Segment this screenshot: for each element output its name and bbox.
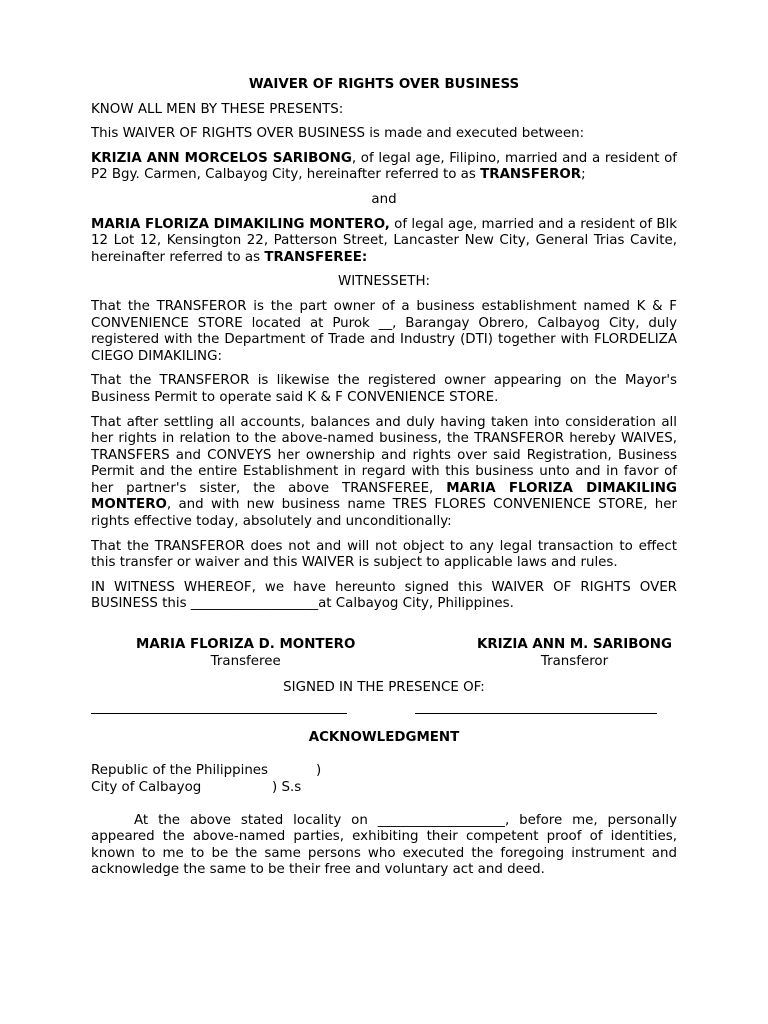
transferee-name: MARIA FLORIZA DIMAKILING MONTERO, bbox=[91, 216, 390, 232]
paragraph-transfer bbox=[91, 415, 677, 531]
presence-heading: SIGNED IN THE PRESENCE OF: bbox=[283, 680, 485, 696]
venue-country: Republic of the Philippines bbox=[91, 763, 269, 779]
witness-signature-line-right bbox=[415, 699, 657, 714]
signatory-name: KRIZIA ANN M. SARIBONG bbox=[477, 637, 672, 653]
venue-row-city bbox=[91, 780, 677, 797]
ack-text-2: , before me, personally appeared the above-named parties, exhibiting their competent proof of identities, known to me to be the same persons who executed the foregoing instrument and acknowledge the same to be their free and voluntary act and deed. bbox=[91, 812, 677, 878]
signatory-role: Transferee bbox=[210, 653, 281, 669]
transferor-name: KRIZIA ANN MORCELOS SARIBONG bbox=[91, 150, 352, 166]
acknowledgment-paragraph bbox=[91, 813, 677, 879]
ack-text-1: At the above stated locality on bbox=[134, 812, 378, 828]
witnesseth-heading: WITNESSETH: bbox=[337, 274, 431, 290]
made-between-line: This WAIVER OF RIGHTS OVER BUSINESS is made and executed between: bbox=[91, 126, 585, 142]
acknowledgment-heading: ACKNOWLEDGMENT bbox=[308, 729, 460, 745]
venue-city: City of Calbayog bbox=[91, 780, 202, 795]
transfer-text-2: , and with new business name TRES FLORES CONVENIENCE STORE, her rights effective today, absolutely and unconditionally: bbox=[91, 497, 677, 530]
transferee-role: TRANSFEREE: bbox=[264, 249, 368, 265]
venue-ss: ) S.s bbox=[272, 780, 302, 795]
witness-date-blank: ___________________ bbox=[190, 596, 319, 612]
signatories-row bbox=[91, 637, 677, 670]
signatory-name: MARIA FLORIZA D. MONTERO bbox=[136, 637, 356, 653]
witness-text-2: at Calbayog City, Philippines. bbox=[318, 596, 514, 612]
witness-paragraph bbox=[91, 580, 677, 613]
transferor-role: TRANSFEROR bbox=[480, 167, 582, 183]
witness-text-1: IN WITNESS WHEREOF, we have hereunto signed this WAIVER OF RIGHTS OVER BUSINESS this bbox=[91, 579, 677, 612]
ack-date-blank: ___________________ bbox=[377, 812, 505, 828]
transferee-paragraph bbox=[91, 217, 677, 267]
document-title: WAIVER OF RIGHTS OVER BUSINESS bbox=[248, 77, 520, 92]
transferee-details: of legal age, married and a resident of Blk 12 Lot 12, Kensington 22, Patterson Street, Lancaster New City, General Trias Cavite, hereinafter referred to as bbox=[91, 216, 678, 265]
signatory-transferee bbox=[136, 637, 355, 670]
venue-paren: ) bbox=[316, 763, 322, 779]
intro-line: KNOW ALL MEN BY THESE PRESENTS: bbox=[91, 101, 344, 117]
transferor-end: ; bbox=[581, 167, 586, 183]
witness-signature-lines bbox=[91, 699, 677, 714]
paragraph-no-objection: That the TRANSFEROR does not and will not object to any legal transaction to effect this transfer or waiver and this WAIVER is subject to applicable laws and rules. bbox=[91, 538, 677, 571]
witness-signature-line-left bbox=[91, 699, 347, 714]
transferor-details: , of legal age, Filipino, married and a resident of P2 Bgy. Carmen, Calbayog City, hereinafter referred to as bbox=[91, 150, 678, 183]
transferor-paragraph bbox=[91, 151, 677, 184]
venue-block bbox=[91, 763, 677, 796]
venue-row-country bbox=[91, 763, 677, 780]
and-line: and bbox=[371, 191, 397, 207]
transfer-transferee-name: MARIA FLORIZA DIMAKILING MONTERO bbox=[91, 480, 678, 513]
paragraph-permit: That the TRANSFEROR is likewise the registered owner appearing on the Mayor's Business Permit to operate said K & F CONVENIENCE STORE. bbox=[91, 373, 677, 405]
transfer-text-1: That after settling all accounts, balances and duly having taken into consideration all her rights in relation to the above-named business, the TRANSFEROR hereby WAIVES, TRANSFERS and CONVEYS her ownership and rights over said Registration, Business Permit and the entire Establishment in regard with this business unto and in favor of her partner's sister, the above TRANSFEREE, bbox=[91, 414, 677, 496]
paragraph-ownership: That the TRANSFEROR is the part owner of a business establishment named K & F CONVENIENCE STORE located at Purok __, Barangay Obrero, Calbayog City, duly registered with the Department of Trade and Industry (DTI) together with FLORDELIZA CIEGO DIMAKILING: bbox=[91, 298, 677, 364]
signatory-transferor bbox=[477, 637, 672, 670]
signatory-role: Transferor bbox=[540, 653, 609, 669]
